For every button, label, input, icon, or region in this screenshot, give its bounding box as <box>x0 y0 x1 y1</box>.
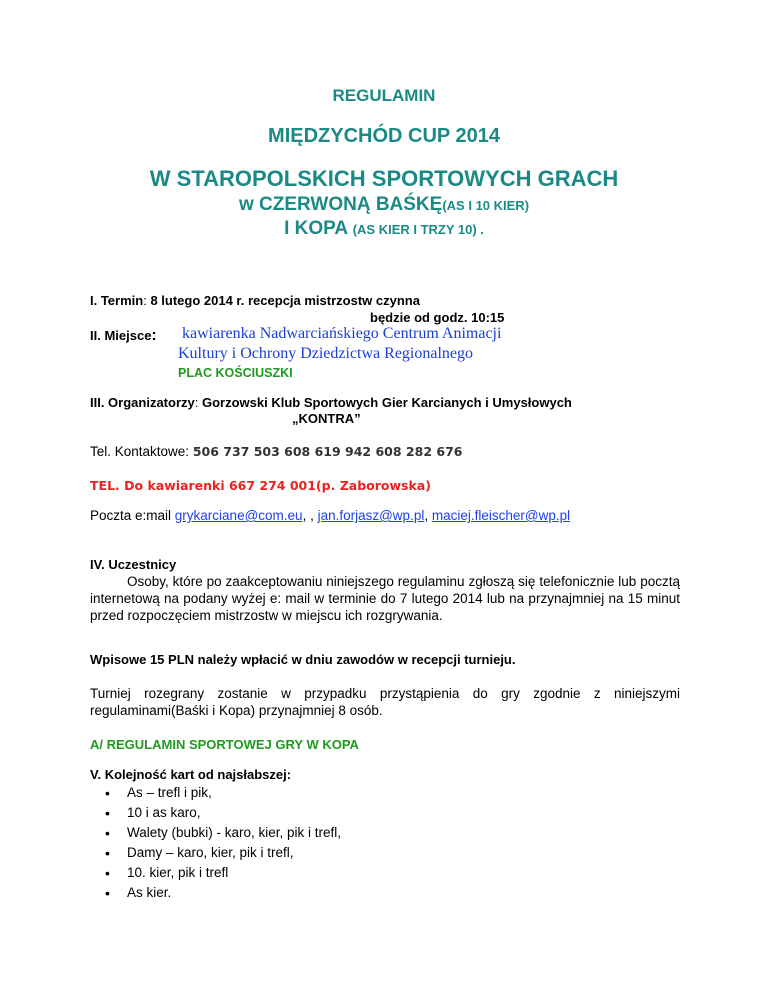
kolejnosc-heading: V. Kolejność kart od najsłabszej: <box>90 767 292 782</box>
termin-line-1 <box>90 293 690 308</box>
uczestnicy-body: Osoby, które po zaakceptowaniu niniejszego regulaminu zgłoszą się telefonicznie lub pocztą internetową na podany wyżej e: mail w terminie do 7 lutego 2014 lub na przynajmniej na 15 minut przed rozpoczęciem mistrzostw w miejscu ich rozgrywania. <box>90 574 680 623</box>
kontakt-numbers: 506 737 503 608 619 942 608 282 676 <box>192 444 463 459</box>
miejsce-line-1: kawiarenka Nadwarciańskiego Centrum Animacji <box>182 325 502 342</box>
miejsce-line-2: Kultury i Ochrony Dziedzictwa Regionalnego <box>178 345 474 362</box>
termin-text-1: 8 lutego 2014 r. recepcja mistrzostw czynna <box>146 293 420 308</box>
heading-line-2 <box>0 194 768 216</box>
poczta-line <box>90 508 570 523</box>
uczestnicy-heading: IV. Uczestnicy <box>90 557 177 572</box>
regulamin-kopa-heading: A/ REGULAMIN SPORTOWEJ GRY W KOPA <box>90 737 359 752</box>
miejsce-colon: : <box>151 327 157 344</box>
termin-label: I. Termin <box>90 293 144 308</box>
heading-regulamin: REGULAMIN <box>332 86 436 105</box>
list-item: • As kier. <box>127 883 341 903</box>
termin-line-2: będzie od godz. 10:15 <box>370 310 505 325</box>
termin-colon: : <box>143 293 147 308</box>
kontakt-line <box>90 444 462 459</box>
organizatorzy-colon: : <box>194 395 199 410</box>
wpisowe-text: Wpisowe 15 PLN należy wpłacić w dniu zawodów w recepcji turnieju. <box>90 652 516 667</box>
poczta-label: Poczta e:mail <box>90 508 175 523</box>
heading-cup: MIĘDZYCHÓD CUP 2014 <box>268 125 500 147</box>
email-link-3[interactable]: maciej.fleischer@wp.pl <box>431 508 571 523</box>
organizatorzy-line-1 <box>90 395 690 410</box>
list-item: • Walety (bubki) - karo, kier, pik i trefl, <box>127 823 341 843</box>
heading-line-2-small: (AS I 10 KIER) <box>442 198 530 213</box>
organizatorzy-line-2: „KONTRA” <box>292 411 361 426</box>
list-item: • 10. kier, pik i trefl <box>127 863 341 883</box>
heading-line-1: W STAROPOLSKICH SPORTOWYCH GRACH <box>149 166 619 191</box>
poczta-sep-2: , <box>424 508 432 523</box>
miejsce-label-line <box>90 327 157 345</box>
list-item: • Damy – karo, kier, pik i trefl, <box>127 843 341 863</box>
kolejnosc-list <box>90 783 341 903</box>
organizatorzy-label: III. Organizatorzy <box>90 395 195 410</box>
list-item: • As – trefl i pik, <box>127 783 341 803</box>
miejsce-label: II. Miejsce <box>90 328 152 343</box>
email-link-2[interactable]: jan.forjasz@wp.pl <box>317 508 425 523</box>
turniej-text: Turniej rozegrany zostanie w przypadku przystąpienia do gry zgodnie z niniejszymi regulaminami(Baśki i Kopa) przynajmniej 8 osób. <box>90 686 680 718</box>
kontakt-label: Tel. Kontaktowe: <box>90 444 193 459</box>
miejsce-line-3: PLAC KOŚCIUSZKI <box>178 366 293 380</box>
list-item: • 10 i as karo, <box>127 803 341 823</box>
heading-line-2-main: w CZERWONĄ BAŚKĘ <box>238 194 443 215</box>
email-link-1[interactable]: grykarciane@com.eu <box>174 508 303 523</box>
poczta-sep-1: , , <box>302 508 318 523</box>
organizatorzy-text-1: Gorzowski Klub Sportowych Gier Karcianych i Umysłowych <box>198 395 572 410</box>
kawiarenka-phone: TEL. Do kawiarenki 667 274 001(p. Zaborowska) <box>90 478 431 493</box>
heading-line-3-main: I KOPA <box>284 218 348 239</box>
heading-line-3 <box>0 218 768 240</box>
heading-line-3-small: (AS KIER I TRZY 10) . <box>352 222 484 237</box>
